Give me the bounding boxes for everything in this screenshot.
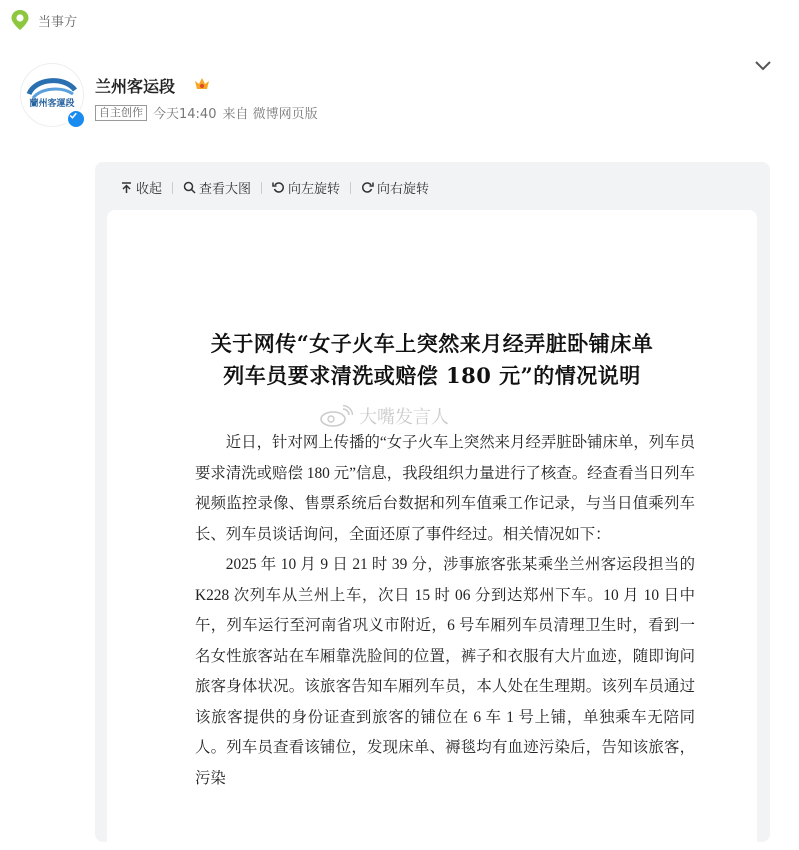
document-paragraph: 2025 年 10 月 9 日 21 时 39 分，涉事旅客张某乘坐兰州客运段担当的 K228 次列车从兰州上车，次日 15 时 06 分到达郑州下车。10 月 10 日中午，列车运行至河南省巩义市附近，6 号车厢列车员清理卫生时，看到一名女性旅客站在车厢靠洗脸间的位置，裤子和衣服有大片血迹，随即询问旅客身体状况。该旅客告知车厢列车员，本人处在生理期。该列车员通过该旅客提供的身份证查到旅客的铺位在 6 车 1 号上铺，单独乘车无陪同人。列车员查看该铺位，发现床单、褥毯均有血迹污染后，告知该旅客，污染: [195, 556, 695, 787]
original-content-tag: 自主创作: [95, 105, 147, 121]
image-viewer: [95, 162, 770, 842]
view-large-label: 查看大图: [199, 182, 252, 197]
source-label[interactable]: 当事方: [38, 15, 78, 30]
rotate-left-button[interactable]: [272, 178, 340, 197]
rotate-right-icon: [361, 181, 374, 194]
image-toolbar: [120, 178, 429, 197]
rotate-right-button[interactable]: [361, 178, 429, 197]
document-paragraph: 近日，针对网上传播的“女子火车上突然来月经弄脏卧铺床单，列车员要求清洗或赔偿 180 元”信息，我段组织力量进行了核查。经查看当日列车视频监控录像、售票系统后台数据和列车值乘工作记录，与当日值乘列车长、列车员谈话询问，全面还原了事件经过。相关情况如下：: [195, 434, 695, 543]
document-image[interactable]: [107, 210, 757, 850]
view-large-button[interactable]: [183, 178, 251, 197]
document-body: [195, 428, 695, 794]
collapse-button[interactable]: [120, 178, 162, 197]
chevron-down-icon[interactable]: [753, 58, 773, 74]
collapse-icon: [120, 181, 133, 194]
post-time[interactable]: 今天14:40: [153, 107, 217, 122]
search-icon: [183, 181, 196, 194]
crown-badge-icon[interactable]: [192, 74, 212, 94]
rotate-right-label: 向右旋转: [377, 182, 430, 197]
author-name[interactable]: 兰州客运段: [95, 77, 176, 96]
document-title-line-1: 关于网传“女子火车上突然来月经弄脏卧铺床单: [210, 331, 654, 356]
document-title-line-2: 列车员要求清洗或赔偿 180 元”的情况说明: [223, 363, 641, 388]
rotate-left-icon: [272, 181, 285, 194]
collapse-label: 收起: [136, 182, 163, 197]
verified-badge-icon: [66, 109, 86, 129]
post-source: 来自 微博网页版: [222, 107, 318, 122]
top-bar: [0, 0, 799, 40]
rotate-left-label: 向左旋转: [288, 182, 341, 197]
watermark-text: 大嘴发言人: [359, 407, 449, 428]
toolbar-divider: [261, 182, 262, 194]
toolbar-divider: [350, 182, 351, 194]
watermark: [319, 403, 449, 429]
weibo-logo-icon: [319, 405, 353, 427]
post-meta: [95, 103, 318, 122]
toolbar-divider: [172, 182, 173, 194]
location-pin-icon: [10, 9, 30, 31]
avatar-logo-text: 蘭州客運段: [29, 99, 75, 109]
